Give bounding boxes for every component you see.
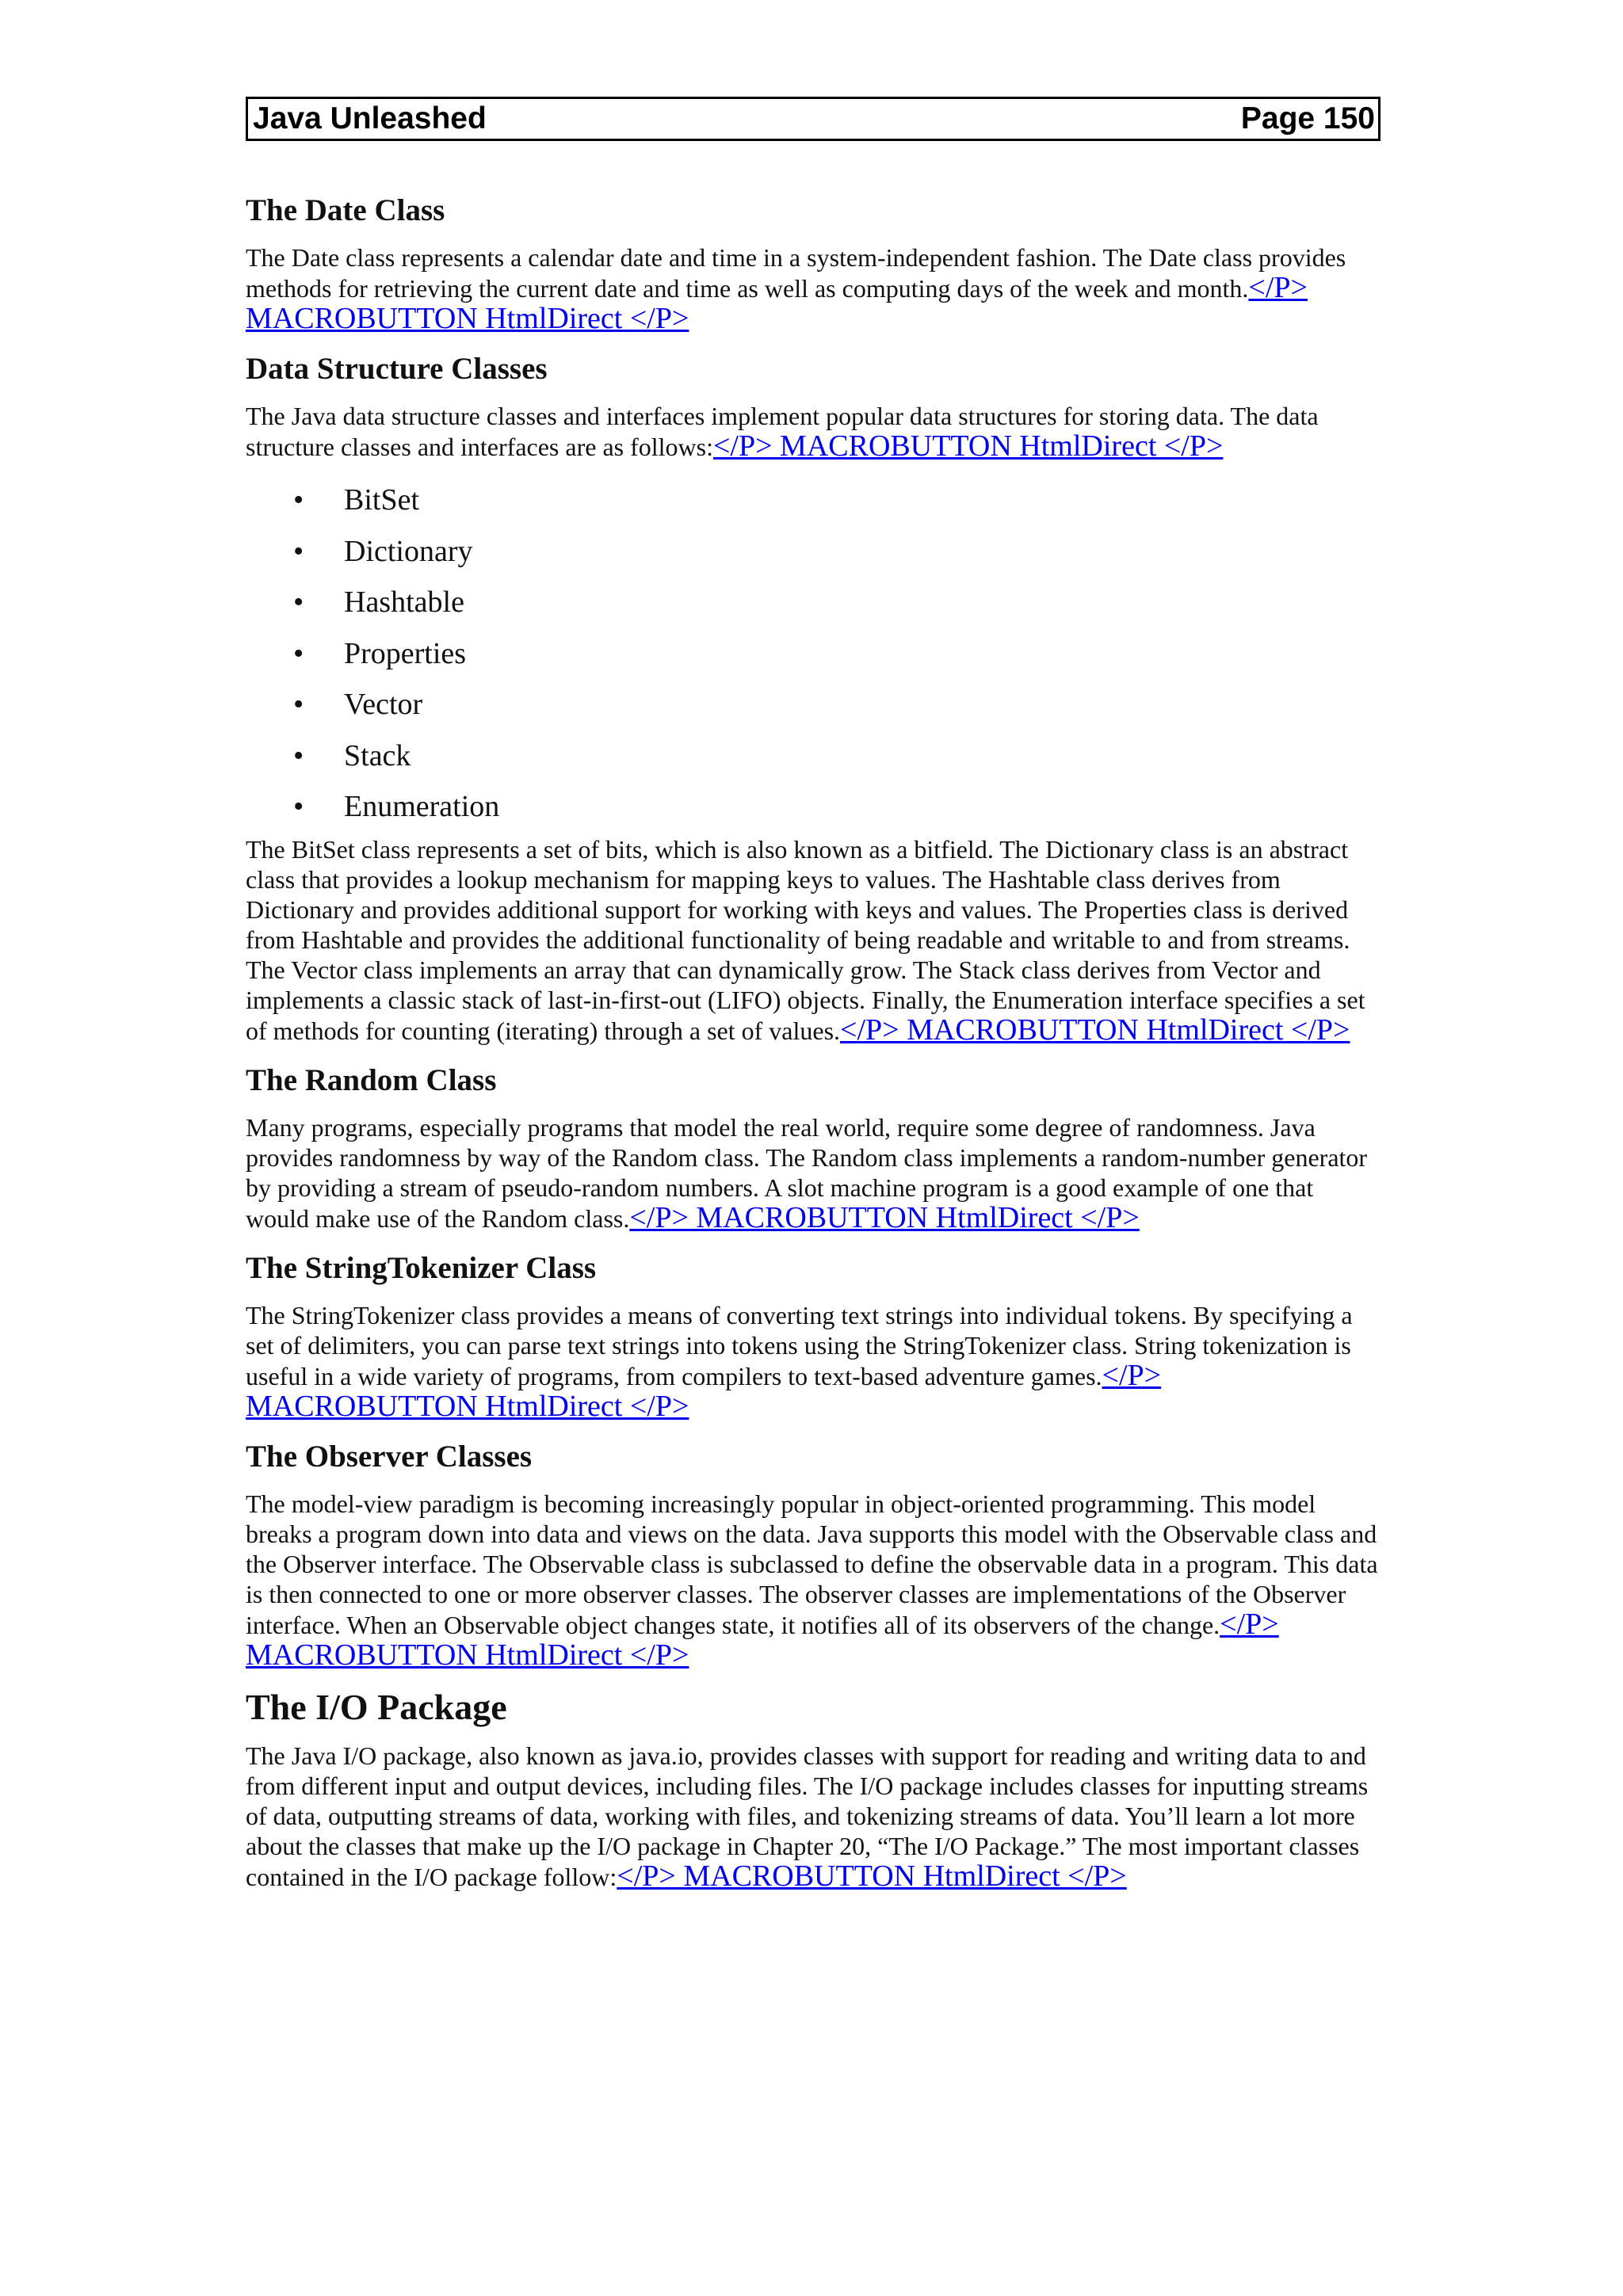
list-item-enumeration: • Enumeration [293, 781, 1381, 833]
paragraph-io-package [246, 1741, 1381, 1892]
data-structure-list-wrapper [246, 475, 1381, 833]
macrobutton-link[interactable]: </P> MACROBUTTON HtmlDirect </P> [629, 1200, 1140, 1234]
page-number: Page 150 [1240, 101, 1375, 135]
list-item-properties: • Properties [293, 628, 1381, 680]
paragraph-observer-classes [246, 1489, 1381, 1671]
section-title-observer-classes: The Observer Classes [246, 1439, 533, 1474]
section-title-data-structure-classes: Data Structure Classes [246, 352, 548, 386]
paragraph-text: The StringTokenizer class provides a means of converting text strings into individual tokens. By specifying a set of delimiters, you can parse text strings into tokens using the StringTokenizer class. String tokenization is useful in a wide variety of programs, from compilers to text-based adventure games. [246, 1300, 1353, 1390]
list-item-dictionary: • Dictionary [293, 526, 1381, 578]
paragraph-stringtokenizer-class [246, 1300, 1381, 1422]
section-title-stringtokenizer-class: The StringTokenizer Class [246, 1250, 597, 1285]
list-item-bitset: • BitSet [293, 475, 1381, 526]
macrobutton-link[interactable]: </P> MACROBUTTON HtmlDirect </P> [617, 1859, 1127, 1893]
paragraph-text: The Java I/O package, also known as java.io, provides classes with support for reading and writing data to and from different input and output devices, including files. The I/O package includes classes for inputting streams of data, outputting streams of data, working with files, and tokenizing streams of data. You’ll learn a lot more about the classes that make up the I/O package in Chapter 20, “The I/O Package.” The most important classes contained in the I/O package follow: [246, 1741, 1369, 1891]
paragraph-text: The Date class represents a calendar date and time in a system-independent fashion. The Date class provides methods for retrieving the current date and time as well as computing days of the week and month. [246, 243, 1346, 303]
macrobutton-link[interactable]: </P> MACROBUTTON HtmlDirect </P> [246, 271, 1308, 335]
data-structure-list [246, 475, 1381, 833]
list-item-stack: • Stack [293, 730, 1381, 782]
macrobutton-link[interactable]: </P> MACROBUTTON HtmlDirect </P> [840, 1013, 1350, 1047]
paragraph-text: The BitSet class represents a set of bits, which is also known as a bitfield. The Dictionary class is an abstract class that provides a lookup mechanism for mapping keys to values. The Hashtable class derives from Dictionary and provides additional support for working with keys and values. The Properties class is derived from Hashtable and provides the additional functionality of being readable and writable to and from streams. The Vector class implements an array that can dynamically grow. The Stack class derives from Vector and implements a classic stack of last-in-first-out (LIFO) objects. Finally, the Enumeration interface specifies a set of methods for counting (iterating) through a set of values. [246, 834, 1365, 1045]
macrobutton-link[interactable]: </P> MACROBUTTON HtmlDirect </P> [246, 1607, 1279, 1672]
paragraph-text: The Java data structure classes and interfaces implement popular data structures for storing data. The data structure classes and interfaces are as follows: [246, 402, 1319, 461]
section-title-date-class: The Date Class [246, 193, 445, 227]
section-title-random-class: The Random Class [246, 1062, 497, 1097]
macrobutton-link[interactable]: </P> MACROBUTTON HtmlDirect </P> [246, 1358, 1162, 1423]
macrobutton-link[interactable]: </P> MACROBUTTON HtmlDirect </P> [712, 429, 1224, 463]
book-title: Java Unleashed [253, 101, 487, 135]
paragraph-random-class [246, 1112, 1381, 1234]
paragraph-data-structure-intro [246, 401, 1381, 462]
paragraph-date-class [246, 242, 1381, 334]
document-page [246, 97, 1381, 1892]
list-item-vector: • Vector [293, 679, 1381, 730]
section-title-io-package: The I/O Package [246, 1686, 507, 1727]
list-item-hashtable: • Hashtable [293, 577, 1381, 628]
paragraph-text: Many programs, especially programs that model the real world, require some degree of randomness. Java provides randomness by way of the Random class. The Random class implements a random-number generator by providing a stream of pseudo-random numbers. A slot machine program is a good example of one that would make use of the Random class. [246, 1112, 1368, 1233]
page-header [246, 97, 1381, 141]
paragraph-text: The model-view paradigm is becoming increasingly popular in object-oriented programming. This model breaks a program down into data and views on the data. Java supports this model with the Observable class and the Observer interface. The Observable class is subclassed to define the observable data in a program. This data is then connected to one or more observer classes. The observer classes are implementations of the Observer interface. When an Observable object changes state, it notifies all of its observers of the change. [246, 1489, 1378, 1639]
paragraph-data-structure-details [246, 834, 1381, 1046]
